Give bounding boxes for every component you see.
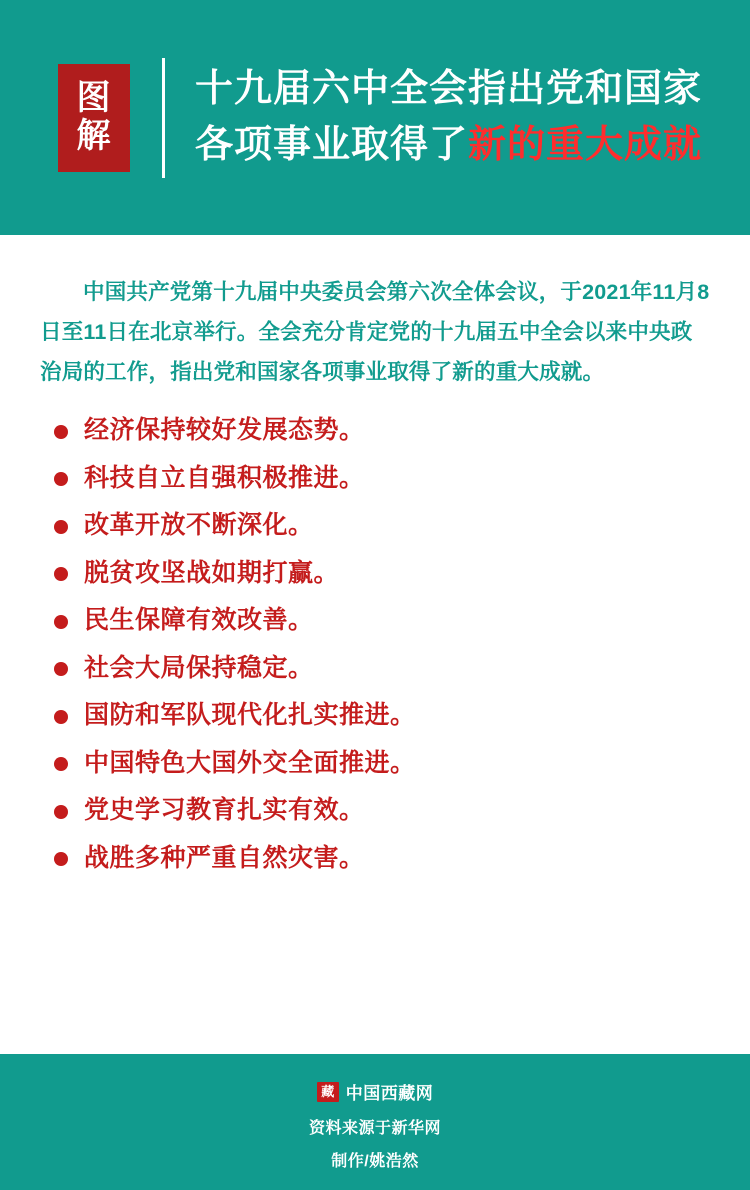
title-line-2-plain: 各项事业取得了 [195,123,469,166]
bullet-dot-icon [54,852,68,866]
brand-name: 中国西藏网 [345,1084,434,1103]
list-item-label: 经济保持较好发展态势。 [84,416,365,445]
tujie-badge [58,64,130,172]
brand-logo-icon: 藏 [317,1082,339,1102]
bullet-dot-icon [54,615,68,629]
list-item-label: 国防和军队现代化扎实推进。 [84,701,416,730]
list-item-label: 中国特色大国外交全面推进。 [84,748,416,777]
achievement-list [40,414,710,874]
source-line: 资料来源于新华网 [308,1120,441,1137]
poster-body [0,235,750,1054]
list-item [54,414,710,447]
credit-line: 制作/姚浩然 [331,1153,419,1170]
list-item [54,699,710,732]
title-line-2-accent: 新的重大成就 [468,123,703,166]
list-item-label: 社会大局保持稳定。 [84,653,314,682]
list-item [54,747,710,780]
list-item-label: 科技自立自强积极推进。 [84,463,365,492]
list-item-label: 党史学习教育扎实有效。 [84,796,365,825]
poster-header [0,0,750,235]
list-item-label: 改革开放不断深化。 [84,511,314,540]
list-item [54,557,710,590]
title-line-2 [195,118,702,173]
bullet-dot-icon [54,567,68,581]
list-item [54,652,710,685]
list-item-label: 民生保障有效改善。 [84,606,314,635]
title-line-1: 十九届六中全会指出党和国家 [195,68,703,111]
badge-line-1: 图 [76,79,112,118]
bullet-dot-icon [54,520,68,534]
badge-line-2: 解 [76,116,112,155]
bullet-dot-icon [54,805,68,819]
bullet-dot-icon [54,710,68,724]
list-item [54,509,710,542]
list-item [54,462,710,495]
list-item [54,604,710,637]
header-divider [162,58,165,178]
bullet-dot-icon [54,757,68,771]
list-item [54,794,710,827]
bullet-dot-icon [54,425,68,439]
bullet-dot-icon [54,662,68,676]
intro-paragraph: 中国共产党第十九届中央委员会第六次全体会议，于2021年11月8日至11日在北京举行。全会充分肯定党的十九届五中全会以来中央政治局的工作，指出党和国家各项事业取得了新的重大成就。 [40,280,710,384]
poster-footer [0,1054,750,1190]
bullet-dot-icon [54,472,68,486]
list-item-label: 战胜多种严重自然灾害。 [84,843,365,872]
page-title [195,62,702,172]
brand-row [317,1079,434,1104]
list-item-label: 脱贫攻坚战如期打赢。 [84,558,340,587]
list-item [54,842,710,875]
